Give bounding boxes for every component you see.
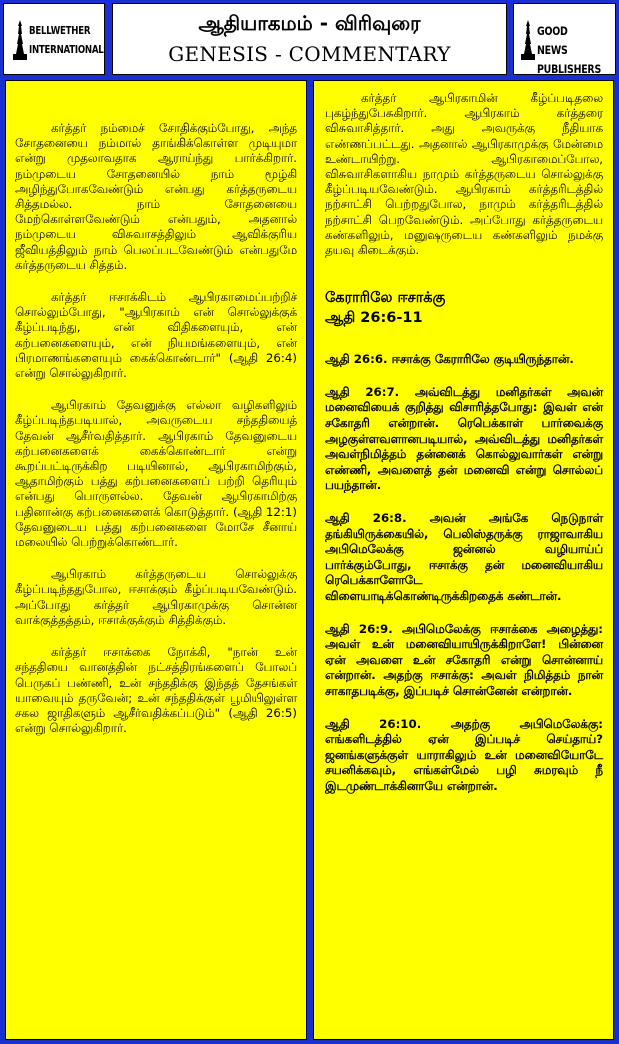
title-tamil: ஆதியாகமம் - விரிவுரை <box>198 11 421 35</box>
right-column <box>313 80 614 1040</box>
verse: ஆதி 26:7. அவ்விடத்து மனிதர்கள் அவன் மனைவியைக் குறித்து விசாரித்தபோது: இவள் என் சகோதரி என்றான். ரெபெக்காள் பார்வைக்கு அழகுள்ளவளானபடியால், அவ்விடத்து மனிதர்கள் அவள்நிமித்தம் தன்னைக் கொல்லுவார்கள் என்று எண்ணி, அவளைத் தன் மனைவி என்று சொல்லப் பயந்தான். <box>325 384 603 493</box>
good-news-logo <box>513 3 616 75</box>
logo-right-line2: PUBLISHERS <box>537 62 601 76</box>
paragraph: ஆபிரகாம் கர்த்தருடைய சொல்லுக்கு கீழ்ப்படிந்ததுபோல, ஈசாக்கும் கீழ்ப்படியவேண்டும். அப்போது கர்த்தர் ஆபிரகாமுக்கு சொன்ன வாக்குத்தத்தம், ஈசாக்குக்கும் சித்திக்கும். <box>15 567 297 627</box>
logo-left-line2: INTERNATIONAL <box>29 44 104 56</box>
heading-title: கேராரிலே ஈசாக்கு <box>325 290 446 307</box>
logo-right-line1: GOOD NEWS <box>537 24 568 57</box>
verse: ஆதி 26:9. அபிமெலேக்கு ஈசாக்கை அழைத்து: அவள் உன் மனைவியாயிருக்கிறாளே! பின்னை ஏன் அவளை உன் சகோதரி என்று சொன்னாய் என்றான். அதற்கு ஈசாக்கு: அவள் நிமித்தம் நான் சாகாதபடிக்கு, இப்படிச் சொன்னேன் என்றான். <box>325 621 603 698</box>
paragraph: கர்த்தர் ஈசாக்கிடம் ஆபிரகாமைப்பற்றிச் சொல்லும்போது, "ஆபிரகாம் என் சொல்லுக்குக் கீழ்ப்படிந்து, என் விதிகளையும், என் கற்பனைகளையும், என் நியமங்களையும், என் பிரமாணங்களையும் கைக்கொண்டார்" (ஆதி 26:4) என்று சொல்லுகிறார். <box>15 290 297 381</box>
title-english: GENESIS - COMMENTARY <box>168 42 451 66</box>
verse: ஆதி 26:10. அதற்கு அபிமெலேக்கு: எங்களிடத்தில் ஏன் இப்படிச் செய்தாய்? ஜனங்களுக்குள் யாராகிலும் உன் மனைவியோடே சயனிக்கவும், எங்கள்மேல் பழி சுமரவும் நீ இடமுண்டாக்கினாயே என்றான். <box>325 716 603 793</box>
page-header <box>112 3 507 75</box>
paragraph: கர்த்தர் நம்மைச் சோதிக்கும்போது, அந்த சோதனையை நம்மால் தாங்கிக்கொள்ள முடியுமா என்று முதலாவதாக ஆராய்ந்து பார்க்கிறார். நம்முடைய சோதனையில் நாம் மூழ்கி அழிந்துபோகவேண்டும் என்பது கர்த்தருடைய சித்தமல்ல. நாம் சோதனையை மேற்கொள்ளவேண்டும் என்பதும், அதனால் நம்முடைய விசுவாசத்திலும் ஆவிக்குரிய ஜீவியத்திலும் நாம் பெலப்படவேண்டும் என்பதுமே கர்த்தருடைய சித்தம். <box>15 121 297 272</box>
section-heading <box>325 288 603 328</box>
verse: ஆதி 26:8. அவன் அங்கே நெடுநாள் தங்கியிருக்கையில், பெலிஸ்தருக்கு ராஜாவாகிய அபிமெலேக்கு ஜன்னல் வழியாய்ப் பார்க்கும்போது, ஈசாக்கு தன் மனைவியாகிய ரெபெக்காளோடே விளையாடிக்கொண்டிருக்கிறதைக் கண்டான். <box>325 510 603 603</box>
tower-icon <box>520 20 536 60</box>
logo-left-line1: BELLWETHER <box>29 25 91 37</box>
intro-paragraph: கர்த்தர் ஆபிரகாமின் கீழ்ப்படிதலை புகழ்ந்துபேசுகிறார். ஆபிரகாம் கர்த்தரை விசுவாசித்தார். அது அவருக்கு நீதியாக எண்ணப்பட்டது. அதனால் ஆபிரகாமுக்கு மேன்மை உண்டாயிற்று. ஆபிரகாமைப்போல, விசுவாசிகளாகிய நாமும் கர்த்தருடைய சொல்லுக்கு கீழ்ப்படியவேண்டும். ஆபிரகாம் கர்த்தரிடத்தில் நற்சாட்சி பெற்றதுபோல, நாமும் கர்த்தரிடத்தில் நற்சாட்சி பெறவேண்டும். அப்போது கர்த்தருடைய கண்களிலும், மனுஷருடைய கண்களிலும் நமக்கு தயவு கிடைக்கும். <box>325 91 603 258</box>
heading-reference: ஆதி 26:6-11 <box>325 310 423 327</box>
left-column <box>5 80 307 1040</box>
tower-icon <box>12 20 28 60</box>
paragraph: கர்த்தர் ஈசாக்கை நோக்கி, "நான் உன் சந்ததியை வானத்தின் நட்சத்திரங்களைப் போலப் பெருகப் பண்ணி, உன் சந்ததிக்கு இந்தத் தேசங்கள் யாவையும் தருவேன்; உன் சந்ததிக்குள் பூமியிலுள்ள சகல ஜாதிகளும் ஆசீர்வதிக்கப்படும்" (ஆதி 26:5) என்று சொல்லுகிறார். <box>15 645 297 736</box>
paragraph: ஆபிரகாம் தேவனுக்கு எல்லா வழிகளிலும் கீழ்ப்படிந்தபடியால், அவருடைய சந்ததியைத் தேவன் ஆசீர்வதித்தார். ஆபிரகாம் தேவனுடைய கற்பனைகளைக் கைக்கொண்டார் என்று கூறப்பட்டிருக்கிற படியினால், ஆபிரகாமிற்கும், ஆதாமிற்கும் பத்து கற்பனைகளைப் பற்றி தெரியும் என்பது பொருளல்ல. தேவன் ஆபிரகாமிற்கு பதினான்கு கற்பனைகளைக் கொடுத்தார். (ஆதி 12:1) தேவனுடைய பத்து கற்பனைகளை மோசே சீனாய் மலையில் பெற்றுக்கொண்டார். <box>15 398 297 550</box>
verse: ஆதி 26:6. ஈசாக்கு கேராரிலே குடியிருந்தான். <box>325 352 574 367</box>
bellwether-logo <box>3 3 105 75</box>
